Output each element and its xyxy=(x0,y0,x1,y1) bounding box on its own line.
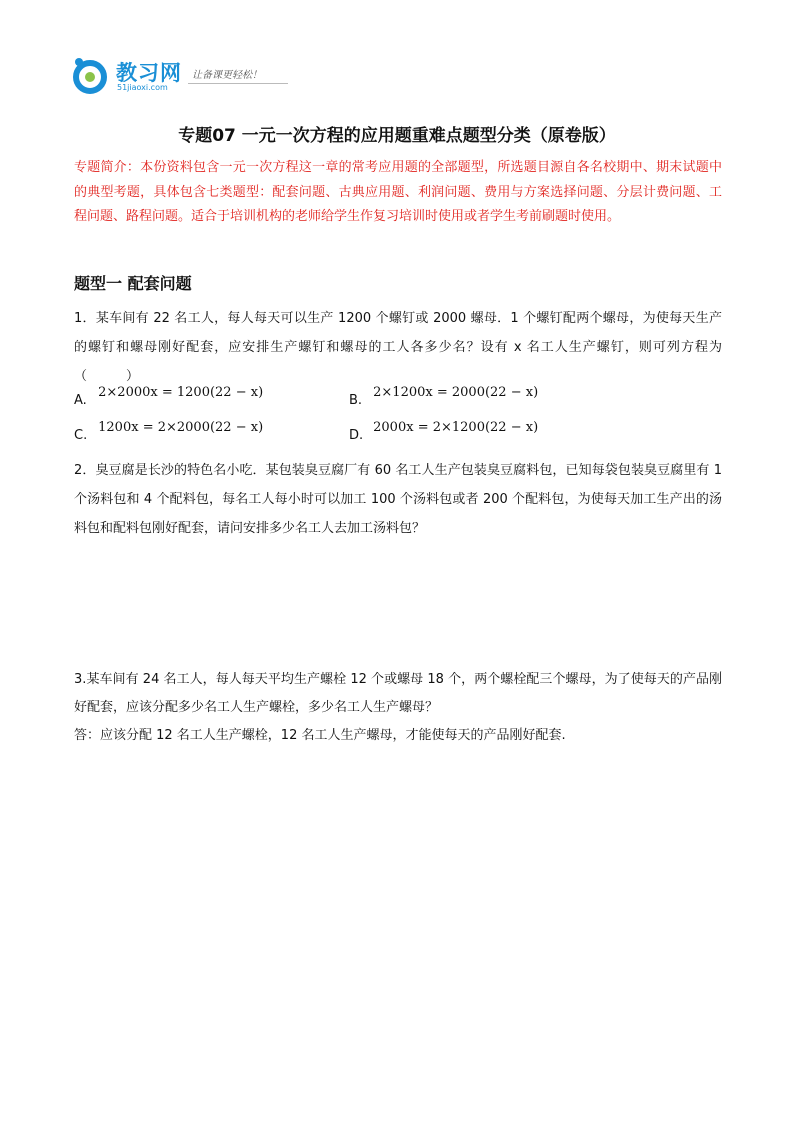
option-equation: 2×2000x = 1200(22 − x) xyxy=(98,385,264,400)
option-letter: D. xyxy=(349,428,364,443)
site-logo xyxy=(70,55,300,100)
option-c xyxy=(74,420,264,443)
option-letter: B. xyxy=(349,393,363,408)
question-1: 1．某车间有 22 名工人，每人每天可以生产 1200 个螺钉或 2000 螺母．1 个螺钉配两个螺母，为使每天生产的螺钉和螺母刚好配套，应安排生产螺钉和螺母的工人各多少名？设有 x 名工人生产螺钉，则可列方程为（ ） xyxy=(74,311,722,384)
logo-url: 51jiaoxi.com xyxy=(117,83,168,92)
option-equation: 2000x = 2×1200(22 − x) xyxy=(373,420,539,435)
logo-name: 教习网 xyxy=(116,61,182,85)
option-a xyxy=(74,385,264,408)
logo-icon xyxy=(70,55,110,95)
option-d xyxy=(349,420,539,443)
logo-slogan: 让备课更轻松！ xyxy=(192,70,262,81)
option-equation: 1200x = 2×2000(22 − x) xyxy=(98,420,264,435)
document-title: 专题07 一元一次方程的应用题重难点题型分类（原卷版） xyxy=(178,126,616,146)
option-b xyxy=(349,385,539,408)
option-equation: 2×1200x = 2000(22 − x) xyxy=(373,385,539,400)
question-3-answer: 答：应该分配 12 名工人生产螺栓，12 名工人生产螺母，才能使每天的产品刚好配套. xyxy=(74,728,566,743)
question-3-text: 3.某车间有 24 名工人，每人每天平均生产螺栓 12 个或螺母 18 个，两个螺栓配三个螺母，为了使每天的产品刚好配套，应该分配多少名工人生产螺栓，多少名工人生产螺母？ xyxy=(74,672,722,715)
slogan-underline xyxy=(188,83,288,84)
option-letter: C. xyxy=(74,428,88,443)
topic-intro: 专题简介：本份资料包含一元一次方程这一章的常考应用题的全部题型，所选题目源自各名校期中、期末试题中的典型考题，具体包含七类题型：配套问题、古典应用题、利润问题、费用与方案选择问题、分层计费问题、工程问题、路程问题。适合于培训机构的老师给学生作复习培训时使用或者学生考前刷题时使用。 xyxy=(74,160,722,224)
section-heading: 题型一 配套问题 xyxy=(74,274,192,293)
question-2: 2．臭豆腐是长沙的特色名小吃．某包装臭豆腐厂有 60 名工人生产包装臭豆腐料包，已知每袋包装臭豆腐里有 1 个汤料包和 4 个配料包，每名工人每小时可以加工 100 个汤料包或者 200 个配料包，为使每天加工生产出的汤料包和配料包刚好配套，请问安排多少名工人去加工汤料包？ xyxy=(74,463,722,536)
option-letter: A. xyxy=(74,393,87,408)
question-3 xyxy=(74,666,722,750)
